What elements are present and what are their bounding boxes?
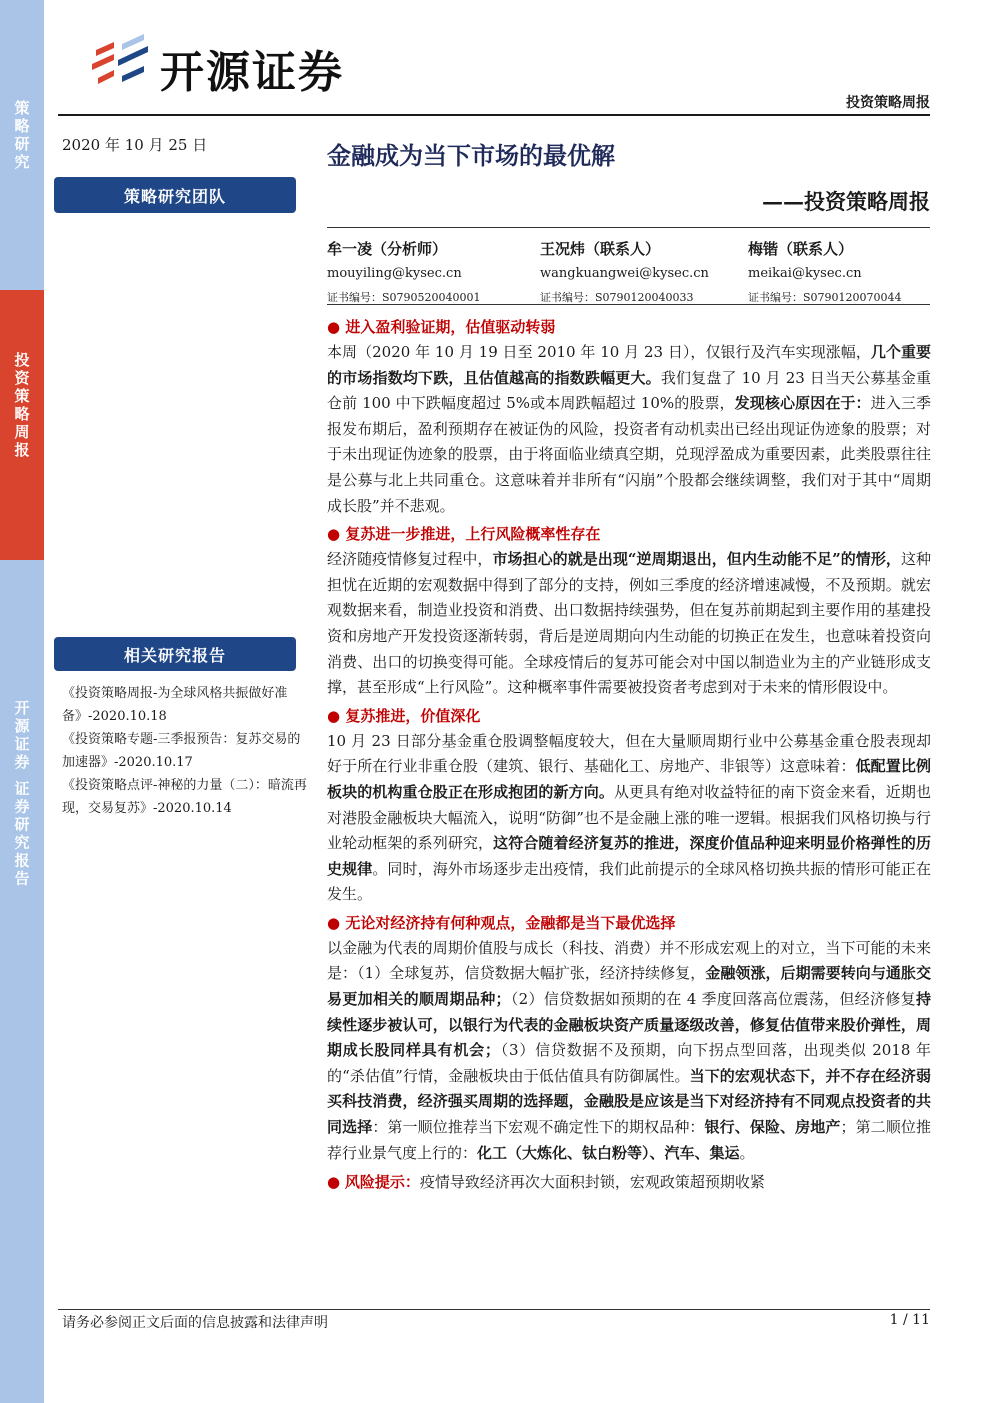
section-paragraph: 经济随疫情修复过程中，市场担心的就是出现“逆周期退出，但内生动能不足”的情形，这种担忧在近期的宏观数据中得到了部分的支持，例如三季度的经济增速减慢，不及预期。就宏观数据来看，制造业投资和消费、出口数据持续强势，但在复苏前期起到主要作用的基建投资和房地产开发投资逐渐转弱，背后是逆周期向内生动能的切换正在发生，也意味着投资向消费、出口的切换变得可能。全球疫情后的复苏可能会对中国以制造业为主的产业链形成支撑，甚至形成“上行风险”。这种概率事件需要被投资者考虑到对于未来的情形假设中。 <box>327 550 931 697</box>
logo-wordmark: 开源证券 <box>160 47 344 98</box>
sidebar <box>0 0 44 1403</box>
section-heading: ● 进入盈利验证期，估值驱动转弱 <box>327 318 556 336</box>
sidebar-label-company: 开源证券 证券研究报告 <box>12 700 31 889</box>
header-divider <box>58 114 930 116</box>
analyst-cert: 证书编号：S0790120040033 <box>540 291 694 304</box>
bullet-icon: ● <box>327 318 346 336</box>
report-body <box>327 314 931 1194</box>
section-paragraph: 10 月 23 日部分基金重仓股调整幅度较大，但在大量顺周期行业中公募基金重仓股表现却好于所在行业非重仓股（建筑、银行、基础化工、房地产、非银等）这意味着：低配置比例板块的机构重仓股正在形成抱团的新方向。从更具有绝对收益特征的南下资金来看，近期也对港股金融板块大幅流入，说明“防御”也不是金融上涨的唯一逻辑。根据我们风格切换与行业轮动框架的系列研究，这符合随着经济复苏的推进，深度价值品种迎来明显价格弹性的历史规律。同时，海外市场逐步走出疫情，我们此前提示的全球风格切换共振的情形可能正在发生。 <box>327 731 931 904</box>
related-report-link[interactable]: 《投资策略点评-神秘的力量（二）：暗流再现，交易复苏》-2020.10.14 <box>62 778 307 816</box>
bullet-icon: ● <box>327 525 346 544</box>
analyst-email[interactable]: meikai@kysec.cn <box>748 266 862 281</box>
section-paragraph: 以金融为代表的周期价值股与成长（科技、消费）并不形成宏观上的对立，当下可能的未来是：（1）全球复苏，信贷数据大幅扩张，经济持续修复，金融领涨，后期需要转向与通胀交易更加相关的顺周期品种；（2）信贷数据如预期的在 4 季度回落高位震荡，但经济修复持续性逐步被认可，以银行为代表的金融板块资产质量逐级改善，修复估值带来股价弹性，周期成长股同样具有机会；（3）信贷数据不及预期，向下拐点型回落，出现类似 2018 年的“杀估值”行情，金融板块由于低估值具有防御属性。当下的宏观状态下，并不存在经济弱买科技消费，经济强买周期的选择题，金融股是应该是当下对经济持有不同观点投资者的共同选择：第一顺位推荐当下宏观不确定性下的期权品种：银行、保险、房地产；第二顺位推荐行业景气度上行的：化工（大炼化、钛白粉等）、汽车、集运。 <box>327 938 931 1162</box>
analyst-card <box>540 238 709 305</box>
related-reports-badge: 相关研究报告 <box>54 637 296 671</box>
risk-note <box>327 1170 931 1194</box>
related-reports-list <box>62 682 310 820</box>
company-logo <box>92 30 382 98</box>
bullet-icon: ● <box>327 913 346 932</box>
analyst-name: 王况炜（联系人） <box>540 240 661 258</box>
sidebar-label-report-type: 投资策略周报 <box>0 290 44 560</box>
analyst-cert: 证书编号：S0790120070044 <box>748 291 902 304</box>
analyst-card <box>327 238 481 305</box>
section-heading: ● 无论对经济持有何种观点，金融都是当下最优选择 <box>327 913 676 932</box>
analyst-name: 梅锴（联系人） <box>748 240 854 258</box>
analyst-email[interactable]: mouyiling@kysec.cn <box>327 266 462 281</box>
analyst-name: 牟一凌（分析师） <box>327 240 448 258</box>
report-subtitle: ——投资策略周报 <box>762 189 930 214</box>
analyst-divider <box>327 304 930 305</box>
footer-divider <box>58 1309 930 1310</box>
analyst-email[interactable]: wangkuangwei@kysec.cn <box>540 266 709 281</box>
kysec-logo-icon <box>92 32 154 88</box>
related-report-link[interactable]: 《投资策略周报-为全球风格共振做好准备》-2020.10.18 <box>62 686 288 724</box>
bullet-icon: ● <box>327 1173 345 1192</box>
bullet-icon: ● <box>327 706 346 725</box>
related-report-link[interactable]: 《投资策略专题-三季报预告：复苏交易的加速器》-2020.10.17 <box>62 732 301 770</box>
title-divider <box>327 227 930 228</box>
report-date: 2020 年 10 月 25 日 <box>62 136 208 154</box>
section-heading: ● 复苏进一步推进，上行风险概率性存在 <box>327 525 601 544</box>
section-heading: ● 复苏推进，价值深化 <box>327 706 481 725</box>
footer-disclaimer: 请务必参阅正文后面的信息披露和法律声明 <box>62 1315 328 1331</box>
report-title: 金融成为当下市场的最优解 <box>327 141 615 170</box>
team-badge: 策略研究团队 <box>54 177 296 213</box>
risk-text: 疫情导致经济再次大面积封锁，宏观政策超预期收紧 <box>419 1173 765 1192</box>
sidebar-label-top: 策略研究 <box>12 100 31 172</box>
section-paragraph: 本周（2020 年 10 月 19 日至 2010 年 10 月 23 日），仅银行及汽车实现涨幅，几个重要的市场指数均下跌，且估值越高的指数跌幅更大。我们复盘了 10 月 23 日当天公募基金重仓前 100 中下跌幅度超过 5%或本周跌幅超过 10%的股票，发现核心原因在于：进入三季报发布期后，盈利预期存在被证伪的风险，投资者有动机卖出已经出现证伪迹象的股票；对于未出现证伪迹象的股票，由于将面临业绩真空期，兑现浮盈成为重要因素，此类股票往往是公募与北上共同重仓。这意味着并非所有“闪崩”个股都会继续调整，我们对于其中“周期成长股”并不悲观。 <box>327 343 931 515</box>
doc-type-label: 投资策略周报 <box>846 95 930 111</box>
page-number: 1 / 11 <box>889 1312 930 1328</box>
analyst-cert: 证书编号：S0790520040001 <box>327 291 481 304</box>
analyst-card <box>748 238 902 305</box>
risk-label: 风险提示： <box>344 1173 420 1192</box>
